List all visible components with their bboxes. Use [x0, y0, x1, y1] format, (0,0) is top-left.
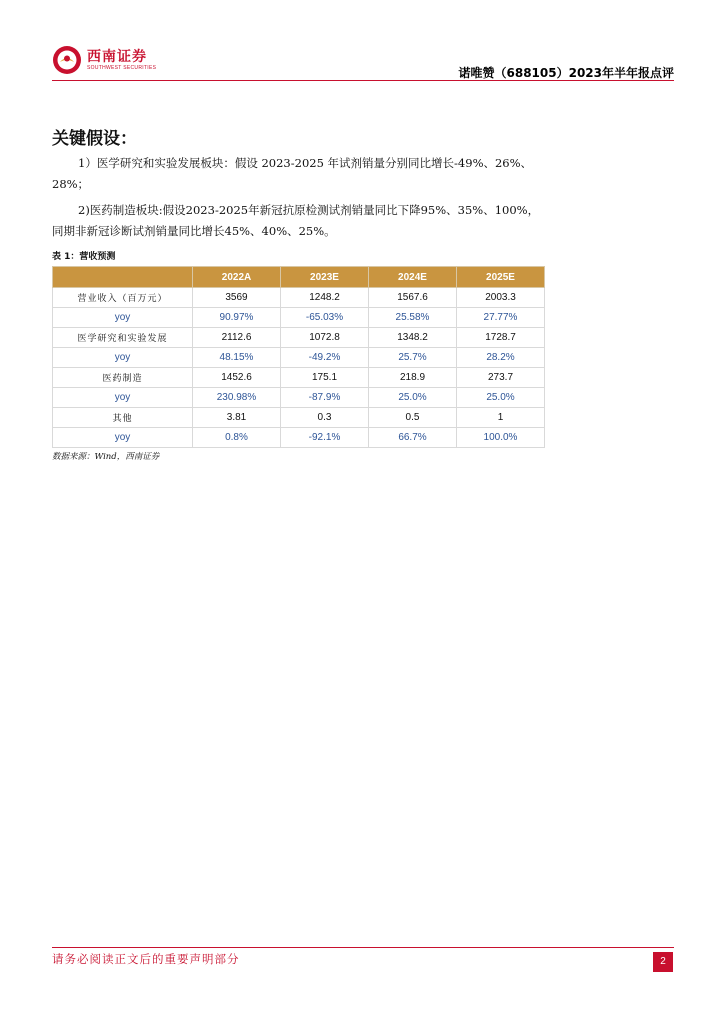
table-header-row — [53, 267, 545, 288]
table-cell: 25.0% — [457, 388, 545, 408]
table-header-cell: 2022A — [193, 267, 281, 288]
table-cell: 273.7 — [457, 368, 545, 388]
table-cell: -65.03% — [281, 308, 369, 328]
row-label: 医学研究和实验发展 — [53, 328, 193, 348]
table-cell: 48.15% — [193, 348, 281, 368]
table-header-cell: 2024E — [369, 267, 457, 288]
table-row — [53, 388, 545, 408]
header-divider — [52, 80, 674, 81]
table-cell: 0.3 — [281, 408, 369, 428]
table-cell: 1348.2 — [369, 328, 457, 348]
table-cell: 0.8% — [193, 428, 281, 448]
table-row — [53, 328, 545, 348]
row-label: 营业收入（百万元） — [53, 288, 193, 308]
disclaimer-notice: 请务必阅读正文后的重要声明部分 — [52, 952, 240, 966]
row-label: yoy — [53, 308, 193, 328]
table-cell: 1728.7 — [457, 328, 545, 348]
table-cell: 28.2% — [457, 348, 545, 368]
report-title: 诺唯赞（688105）2023年半年报点评 — [458, 66, 674, 80]
table-cell: 25.7% — [369, 348, 457, 368]
table-cell: 2112.6 — [193, 328, 281, 348]
table-row — [53, 408, 545, 428]
table-header-cell — [53, 267, 193, 288]
data-source-note: 数据来源：Wind，西南证券 — [52, 452, 160, 462]
brand-logo — [52, 42, 156, 78]
table-row — [53, 368, 545, 388]
logo-wordmark — [87, 49, 156, 71]
logo-chinese-name: 西南证券 — [87, 49, 147, 65]
row-label: 医药制造 — [53, 368, 193, 388]
table-header-cell: 2025E — [457, 267, 545, 288]
row-label: 其他 — [53, 408, 193, 428]
table-cell: 1072.8 — [281, 328, 369, 348]
table-cell: 2003.3 — [457, 288, 545, 308]
table-header-cell: 2023E — [281, 267, 369, 288]
table-cell: 100.0% — [457, 428, 545, 448]
logo-english-name: SOUTHWEST SECURITIES — [87, 65, 157, 71]
section-heading: 关键假设： — [52, 129, 137, 149]
table-cell: -87.9% — [281, 388, 369, 408]
table-cell: 1248.2 — [281, 288, 369, 308]
table-caption: 表 1：营收预测 — [52, 252, 116, 262]
revenue-forecast-table — [52, 266, 545, 448]
table-row — [53, 428, 545, 448]
assumption-paragraph-2: 2)医药制造板块:假设2023-2025年新冠抗原检测试剂销量同比下降95%、35%、100%，同期非新冠诊断试剂销量同比增长45%、40%、25%。 — [52, 203, 540, 238]
southwest-securities-logo-icon — [52, 45, 82, 75]
table-cell: 90.97% — [193, 308, 281, 328]
table-cell: -49.2% — [281, 348, 369, 368]
table-row — [53, 308, 545, 328]
table-cell: 218.9 — [369, 368, 457, 388]
row-label: yoy — [53, 388, 193, 408]
table-cell: -92.1% — [281, 428, 369, 448]
page-number: 2 — [653, 952, 673, 972]
table-cell: 3569 — [193, 288, 281, 308]
assumption-paragraph-1: 1）医学研究和实验发展板块：假设 2023-2025 年试剂销量分别同比增长-49%、26%、28%； — [52, 156, 533, 191]
table-cell: 175.1 — [281, 368, 369, 388]
table-cell: 1452.6 — [193, 368, 281, 388]
table-cell: 25.0% — [369, 388, 457, 408]
table-cell: 1567.6 — [369, 288, 457, 308]
table-cell: 1 — [457, 408, 545, 428]
row-label: yoy — [53, 348, 193, 368]
table-row — [53, 288, 545, 308]
table-cell: 230.98% — [193, 388, 281, 408]
table-cell: 25.58% — [369, 308, 457, 328]
footer-divider — [52, 947, 674, 948]
table-row — [53, 348, 545, 368]
table-cell: 3.81 — [193, 408, 281, 428]
row-label: yoy — [53, 428, 193, 448]
table-cell: 0.5 — [369, 408, 457, 428]
page-header — [52, 40, 674, 82]
table-cell: 27.77% — [457, 308, 545, 328]
table-cell: 66.7% — [369, 428, 457, 448]
